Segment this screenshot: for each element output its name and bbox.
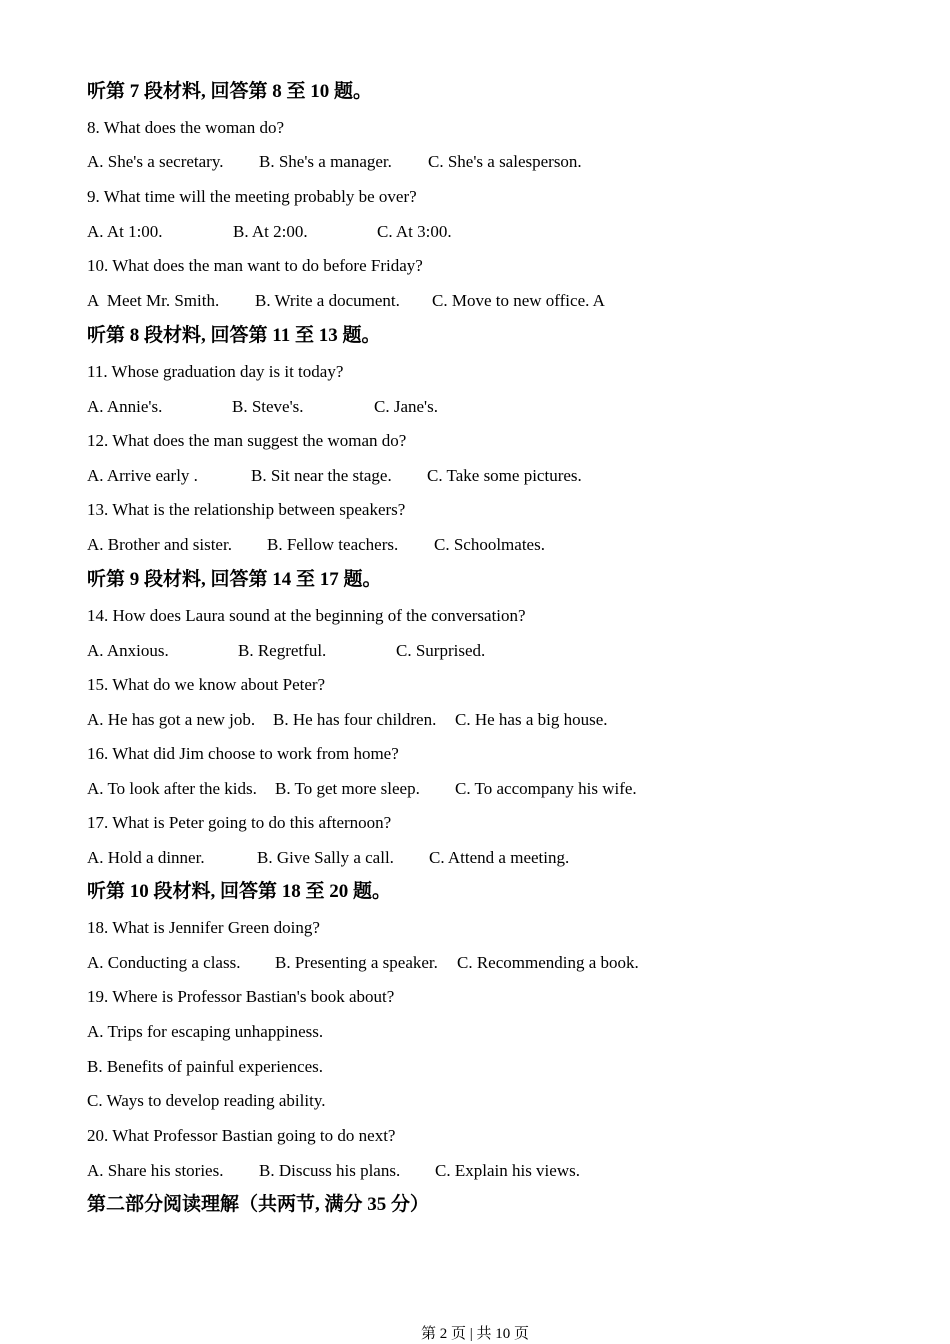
option-c: C. She's a salesperson.: [428, 152, 582, 171]
option-c: C. At 3:00.: [377, 222, 452, 241]
option-a: A Meet Mr. Smith.: [87, 291, 220, 310]
question-20: 20. What Professor Bastian going to do next?: [87, 1126, 396, 1145]
options-row-9: [87, 221, 847, 243]
options-row-20: [87, 1160, 847, 1182]
options-row-13: [87, 534, 847, 556]
option-b: B. To get more sleep.: [275, 779, 420, 798]
option-b: B. At 2:00.: [233, 222, 308, 241]
question-19: 19. Where is Professor Bastian's book about?: [87, 987, 395, 1006]
option-c: C. He has a big house.: [455, 710, 608, 729]
option-b: B. Give Sally a call.: [257, 848, 394, 867]
option-a: A. He has got a new job.: [87, 710, 256, 729]
option-a: A. Conducting a class.: [87, 953, 241, 972]
question-14: 14. How does Laura sound at the beginning of the conversation?: [87, 606, 526, 625]
question-13: 13. What is the relationship between speakers?: [87, 500, 406, 519]
option-b: B. Discuss his plans.: [259, 1161, 401, 1180]
question-12: 12. What does the man suggest the woman do?: [87, 431, 407, 450]
page-footer: 第 2 页 | 共 10 页: [420, 1326, 529, 1342]
option-a: A. Annie's.: [87, 397, 163, 416]
option-c-19: C. Ways to develop reading ability.: [87, 1091, 326, 1110]
options-row-12: [87, 465, 847, 487]
option-c: C. Recommending a book.: [457, 953, 639, 972]
option-a: A. Hold a dinner.: [87, 848, 205, 867]
question-15: 15. What do we know about Peter?: [87, 675, 326, 694]
option-b: B. Regretful.: [238, 641, 327, 660]
option-a: A. Brother and sister.: [87, 535, 232, 554]
option-c: C. Surprised.: [396, 641, 486, 660]
option-a: A. Anxious.: [87, 641, 169, 660]
option-a: A. Arrive early .: [87, 466, 198, 485]
options-row-8: [87, 151, 847, 173]
section-heading-7: 听第 7 段材料, 回答第 8 至 10 题。: [87, 81, 373, 102]
options-row-16: [87, 778, 847, 800]
option-c: C. Explain his views.: [435, 1161, 580, 1180]
option-b: B. Write a document.: [255, 291, 400, 310]
question-16: 16. What did Jim choose to work from home?: [87, 744, 399, 763]
question-17: 17. What is Peter going to do this afternoon?: [87, 813, 392, 832]
option-c: C. To accompany his wife.: [455, 779, 637, 798]
option-c: C. Attend a meeting.: [429, 848, 570, 867]
question-10: 10. What does the man want to do before Friday?: [87, 256, 423, 275]
option-c: C. Jane's.: [374, 397, 438, 416]
option-c: C. Take some pictures.: [427, 466, 582, 485]
options-row-10: [87, 290, 847, 312]
option-b: B. Steve's.: [232, 397, 304, 416]
question-18: 18. What is Jennifer Green doing?: [87, 918, 320, 937]
option-b: B. Fellow teachers.: [267, 535, 399, 554]
section-heading-10: 听第 10 段材料, 回答第 18 至 20 题。: [87, 881, 392, 902]
option-b: B. He has four children.: [273, 710, 437, 729]
options-row-15: [87, 709, 847, 731]
option-a: A. To look after the kids.: [87, 779, 257, 798]
option-a: A. Share his stories.: [87, 1161, 224, 1180]
part-two-heading: 第二部分阅读理解（共两节, 满分 35 分）: [87, 1194, 430, 1215]
option-a: A. She's a secretary.: [87, 152, 224, 171]
question-9: 9. What time will the meeting probably be over?: [87, 187, 417, 206]
option-a: A. At 1:00.: [87, 222, 163, 241]
options-row-17: [87, 847, 847, 869]
option-c: C. Move to new office. A: [432, 291, 605, 310]
option-b-19: B. Benefits of painful experiences.: [87, 1057, 324, 1076]
option-b: B. She's a manager.: [259, 152, 392, 171]
option-b: B. Presenting a speaker.: [275, 953, 438, 972]
option-a-19: A. Trips for escaping unhappiness.: [87, 1022, 324, 1041]
option-c: C. Schoolmates.: [434, 535, 545, 554]
section-heading-8: 听第 8 段材料, 回答第 11 至 13 题。: [87, 325, 381, 346]
question-8: 8. What does the woman do?: [87, 118, 285, 137]
option-b: B. Sit near the stage.: [251, 466, 392, 485]
question-11: 11. Whose graduation day is it today?: [87, 362, 344, 381]
options-row-14: [87, 640, 847, 662]
section-heading-9: 听第 9 段材料, 回答第 14 至 17 题。: [87, 569, 382, 590]
options-row-18: [87, 952, 847, 974]
options-row-11: [87, 396, 847, 418]
